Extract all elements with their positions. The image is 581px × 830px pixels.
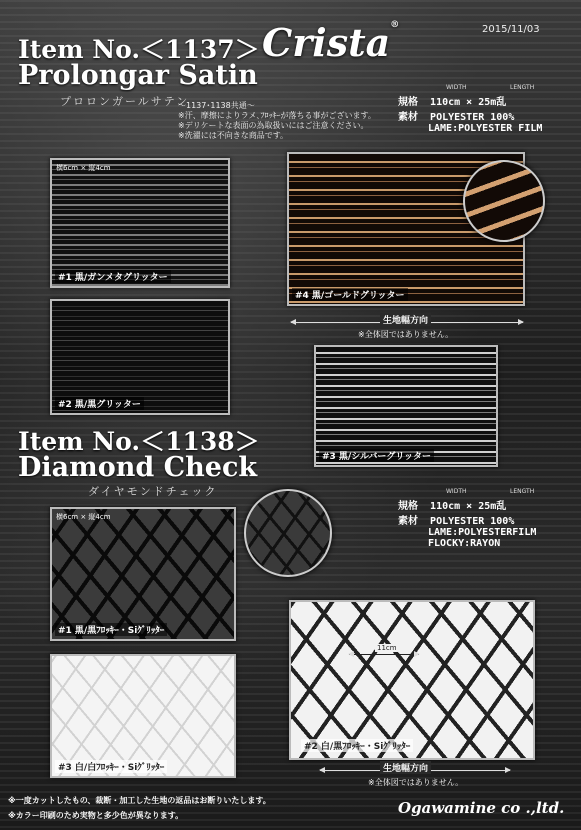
item-1137-name: Prolongar Satin — [18, 60, 258, 91]
size-label: 横6cm × 縦4cm — [56, 513, 111, 521]
swatch-caption: #2 黒/黒グリッター — [55, 397, 144, 410]
measure-label: 11cm — [377, 644, 397, 652]
swatch-caption: #1 黒/黒ﾌﾛｯｷｰ・Siｸﾞﾘｯﾀｰ — [55, 623, 167, 636]
swatch-caption: #1 黒/ガンメタグリッター — [55, 270, 171, 283]
swatch-1138-1 — [50, 507, 236, 641]
item-1138-name: Diamond Check — [18, 452, 258, 483]
note-line: ～1137･1138共通～ — [178, 101, 255, 110]
spec-material: POLYESTER 100% — [430, 516, 515, 527]
swatch-1137-3 — [314, 345, 498, 467]
direction-label: 生地幅方向 — [380, 761, 431, 774]
item-1137-number: Item No.＜1137＞ — [18, 35, 260, 64]
width-header: WIDTH — [446, 488, 467, 495]
spec-lame: LAME:POLYESTERFILM — [428, 527, 537, 538]
swatch-1138-2 — [289, 600, 535, 760]
spec-key: 規格 — [398, 501, 418, 512]
date-label: 2015/11/03 — [482, 24, 540, 35]
swatch-caption: #4 黒/ゴールドグリッター — [292, 288, 408, 301]
direction-note: ※全体図ではありません。 — [358, 330, 454, 339]
swatch-caption: #3 黒/シルバーグリッター — [319, 449, 434, 462]
spec-key: 素材 — [398, 516, 418, 527]
spec-flocky: FLOCKY:RAYON — [428, 538, 501, 549]
zoom-circle-gold — [463, 160, 545, 242]
footer-note-1: ※一度カットしたもの、裁断・加工した生地の返品はお断りいたします。 — [8, 796, 271, 805]
length-header: LENGTH — [510, 488, 535, 495]
spec-material: POLYESTER 100% — [430, 112, 515, 123]
note-line: ※デリケートな表面の為取扱いにはご注意ください。 — [178, 121, 369, 130]
size-label: 横6cm × 縦4cm — [56, 164, 111, 172]
footer-note-2: ※カラー印刷のため実物と多少色が異なります。 — [8, 811, 184, 820]
spec-size: 110cm × 25m乱 — [430, 501, 507, 512]
measure-arrow — [349, 654, 419, 655]
direction-label: 生地幅方向 — [380, 313, 431, 326]
item-1137-kana: プロロンガールサテン — [60, 95, 190, 108]
width-header: WIDTH — [446, 84, 467, 91]
note-line: ※汗、摩擦によりラメ､ﾌﾛｯｷｰが落ちる事がございます。 — [178, 111, 376, 120]
swatch-1137-2 — [50, 299, 230, 415]
spec-lame: LAME:POLYESTER FILM — [428, 123, 543, 134]
item-1138-number: Item No.＜1138＞ — [18, 427, 260, 456]
item-1138-kana: ダイヤモンドチェック — [88, 485, 218, 498]
spec-block-1138 — [398, 488, 536, 549]
care-notes — [178, 101, 376, 141]
swatch-1137-1 — [50, 158, 230, 288]
spec-block-1137 — [398, 84, 542, 134]
swatch-caption: #2 白/黒ﾌﾛｯｷｰ・Siｸﾞﾘｯﾀｰ — [301, 739, 413, 752]
length-header: LENGTH — [510, 84, 535, 91]
note-line: ※洗濯には不向きな商品です。 — [178, 131, 289, 140]
swatch-1138-3 — [50, 654, 236, 778]
zoom-circle-diamond — [244, 489, 332, 577]
spec-size: 110cm × 25m乱 — [430, 97, 507, 108]
swatch-caption: #3 白/白ﾌﾛｯｷｰ・Siｸﾞﾘｯﾀｰ — [55, 760, 167, 773]
company-name: Ogawamine co .,ltd. — [398, 799, 565, 817]
direction-note: ※全体図ではありません。 — [368, 778, 464, 787]
spec-key: 素材 — [398, 112, 418, 123]
spec-key: 規格 — [398, 97, 418, 108]
brand-logo: Crista® — [262, 20, 400, 65]
